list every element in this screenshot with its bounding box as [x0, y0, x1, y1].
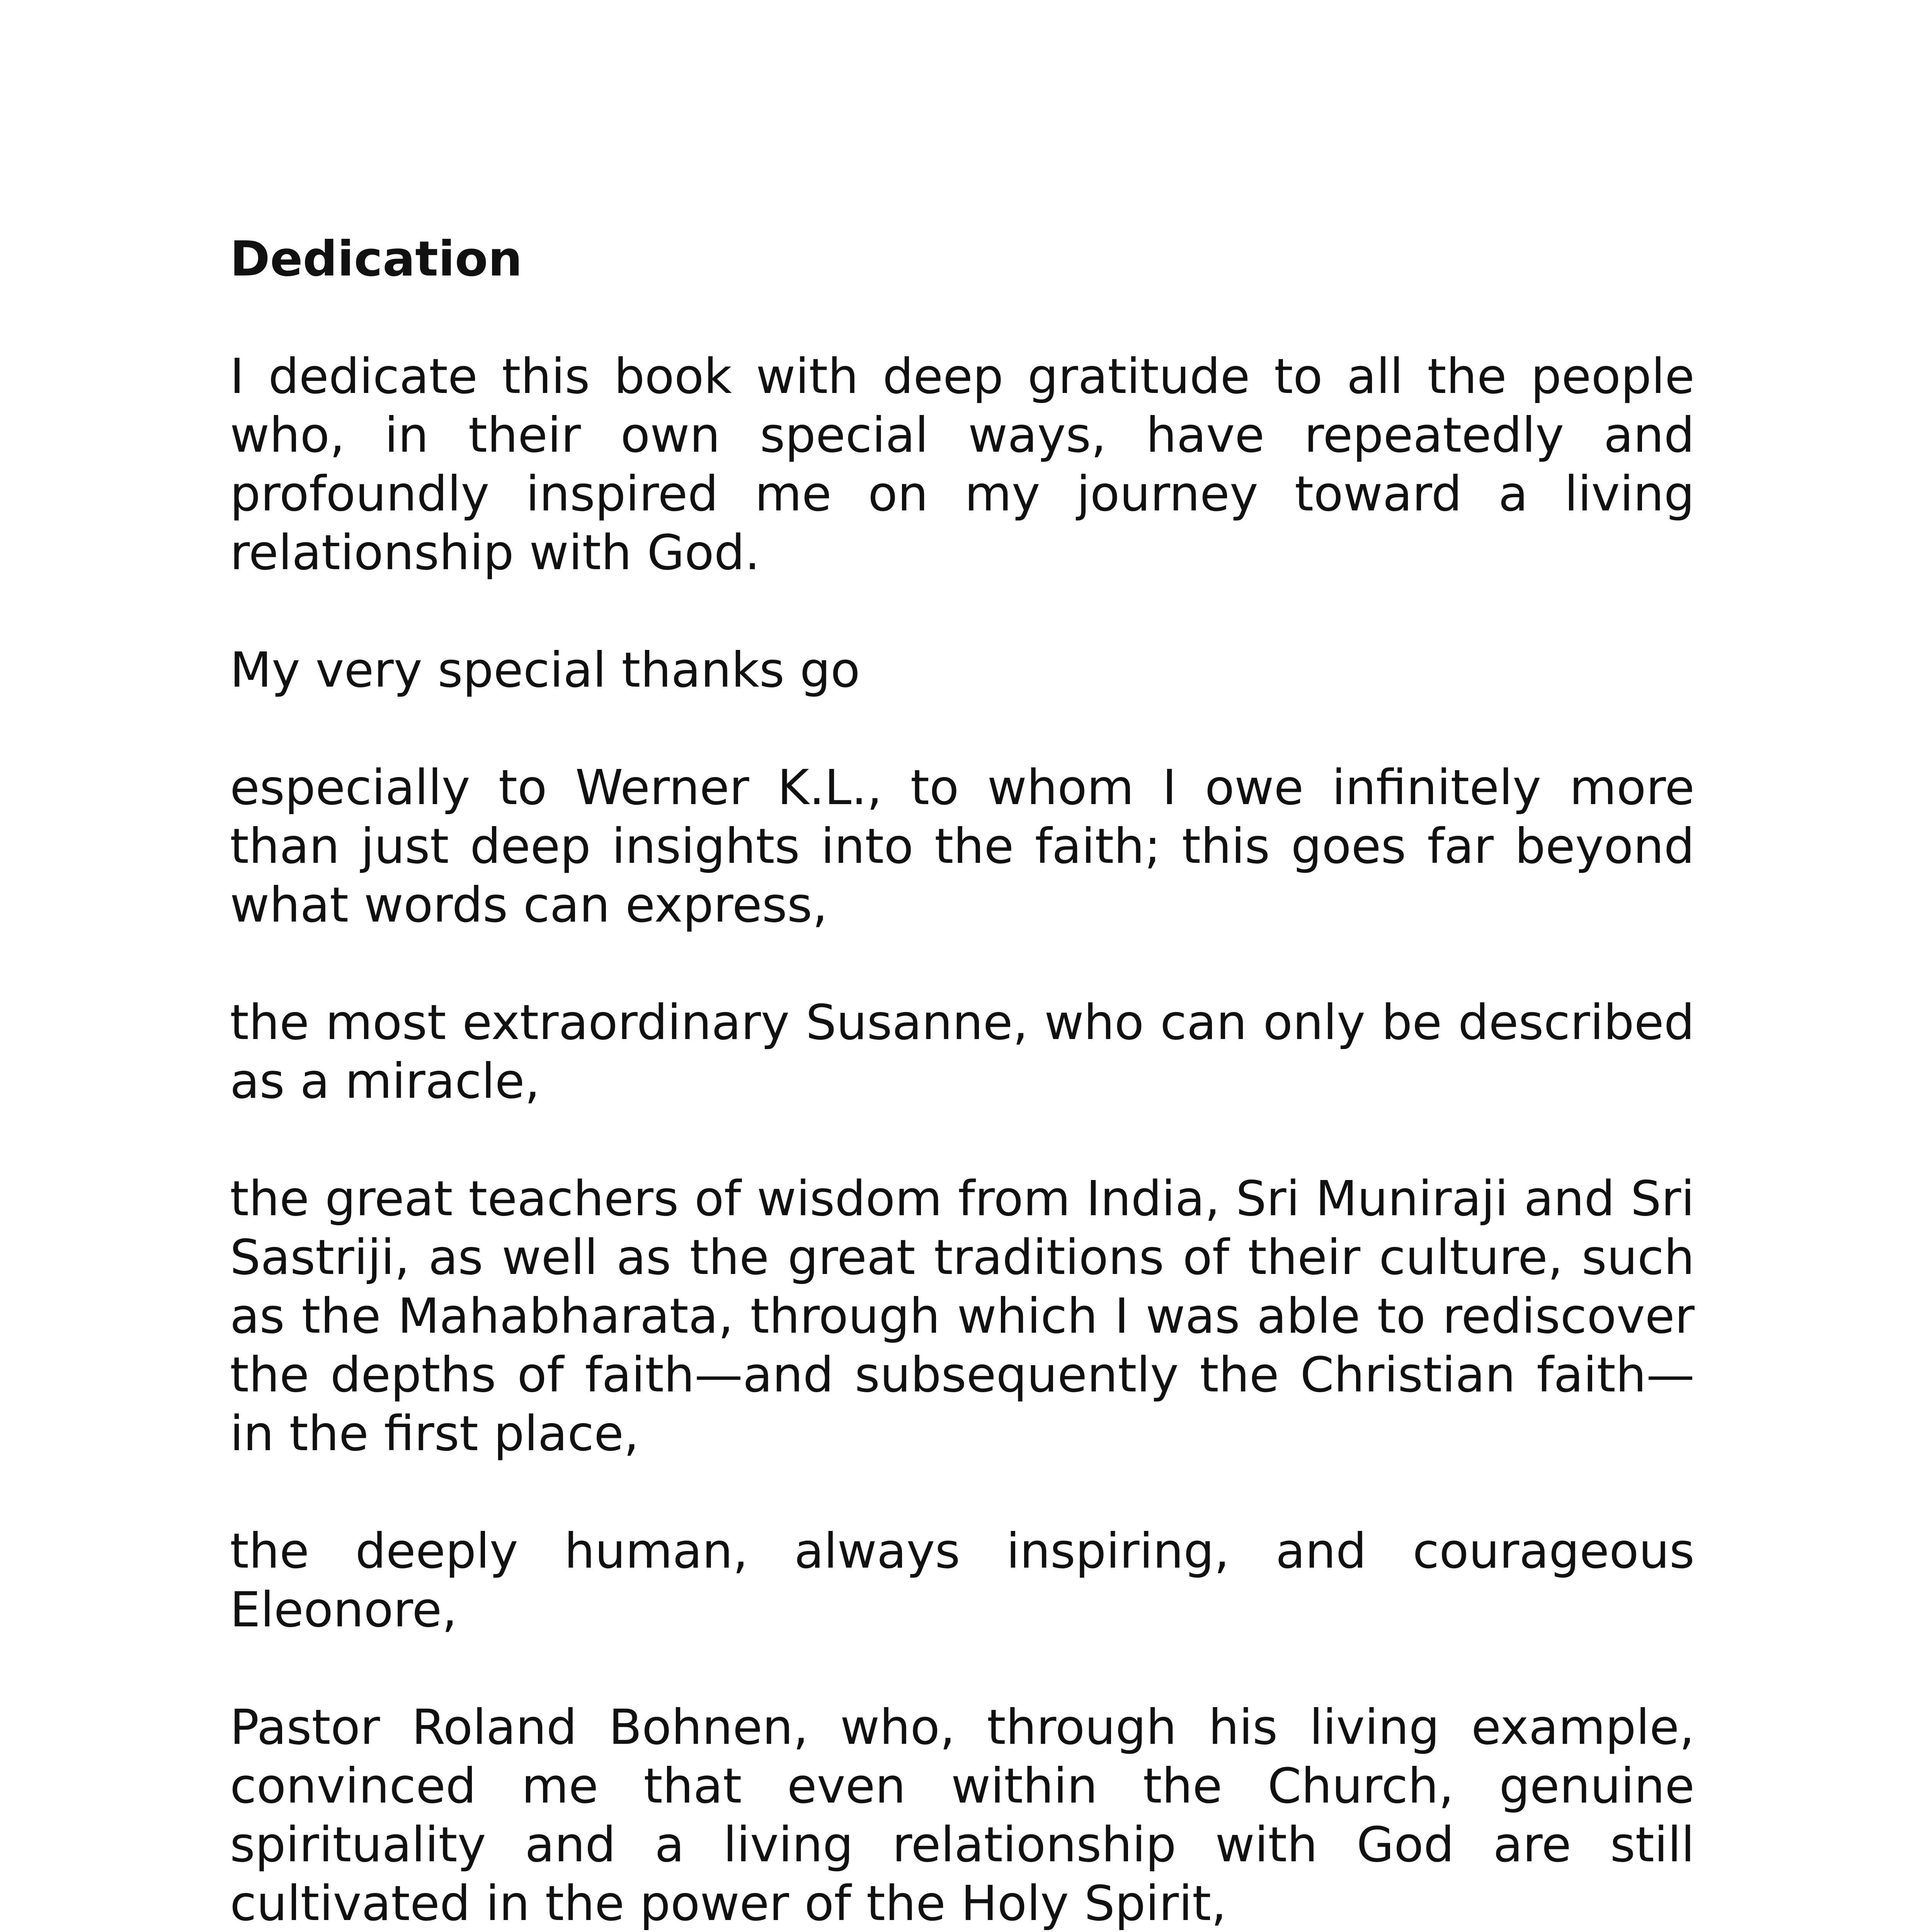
paragraph-thanks-teachers: the great teachers of wisdom from India, Sri Muniraji and Sri Sastriji, as well as the great traditions of their culture, such as the Mahabharata, through which I was able to rediscover the depths of faith—and subsequently the Christian faith—in the first place, [230, 1171, 1695, 1462]
paragraph-thanks-pastor: Pastor Roland Bohnen, who, through his living example, convinced me that even within the Church, genuine spirituality and a living relationship with God are still cultivated in the power of the Holy Spirit, [230, 1699, 1695, 1932]
paragraph-thanks-susanne: the most extraordinary Susanne, who can only be described as a miracle, [230, 995, 1695, 1109]
paragraph-thanks-werner: especially to Werner K.L., to whom I owe infinitely more than just deep insights into the faith; this goes far beyond what words can express, [230, 760, 1695, 933]
paragraph-thanks-eleonore: the deeply human, always inspiring, and courageous Eleonore, [230, 1523, 1695, 1638]
page-title: Dedication [230, 231, 522, 287]
page-content [230, 230, 1695, 1932]
paragraph-thanks-intro: My very special thanks go [230, 642, 860, 698]
paragraph-dedication-intro: I dedicate this book with deep gratitude to all the people who, in their own special ways, have repeatedly and profoundly inspired me on my journey toward a living relationship with God. [230, 349, 1695, 581]
